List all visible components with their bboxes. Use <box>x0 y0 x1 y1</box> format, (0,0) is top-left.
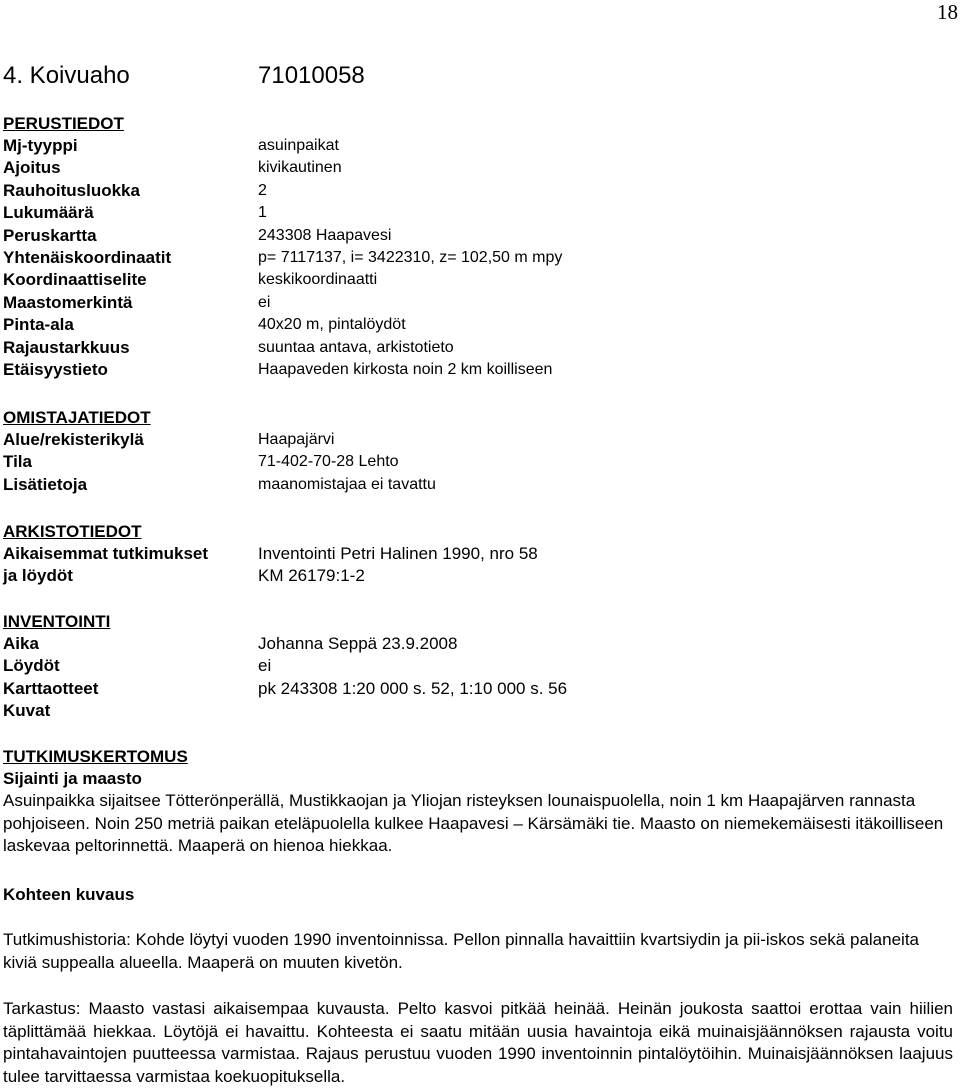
field-label: ja löydöt <box>3 566 73 586</box>
field-value: 71-402-70-28 Lehto <box>258 453 399 471</box>
tutkimuskertomus-section <box>3 746 953 858</box>
field-label: Aika <box>3 634 39 653</box>
field-value: pk 243308 1:20 000 s. 52, 1:10 000 s. 56 <box>258 678 568 698</box>
kuvaus-section <box>3 884 953 906</box>
field-label: Tila <box>3 452 32 472</box>
arkistotiedot-row <box>3 543 953 565</box>
field-value: Haapajärvi <box>258 431 335 448</box>
field-label: Karttaotteet <box>3 678 99 698</box>
inventointi-section <box>3 611 953 723</box>
field-value: Johanna Seppä 23.9.2008 <box>258 634 458 653</box>
arkistotiedot-heading: ARKISTOTIEDOT <box>3 522 142 541</box>
field-label: Rauhoitusluokka <box>3 180 140 200</box>
perustiedot-row <box>3 135 953 157</box>
omistajatiedot-row <box>3 451 953 473</box>
field-value: 1 <box>258 204 267 222</box>
tarkastus-block <box>3 998 953 1089</box>
perustiedot-row <box>3 359 953 381</box>
site-name: 4. Koivuaho <box>3 62 130 89</box>
tutkimushistoria-block <box>3 929 953 974</box>
perustiedot-section <box>3 113 953 381</box>
tutkimuskertomus-heading: TUTKIMUSKERTOMUS <box>3 747 188 766</box>
field-label: Aikaisemmat tutkimukset <box>3 544 209 563</box>
inventointi-row <box>3 633 953 655</box>
sijainti-paragraph: Asuinpaikka sijaitsee Tötterönperällä, Mustikkaojan ja Yliojan risteyksen lounaispuolella, noin 1 km Haapajärven rannasta pohjoiseen. Noin 250 metriä paikan eteläpuolella kulkee Haapavesi – Kärsämäki tie. Maasto on niemekemäisesti itäkoilliseen laskevaa peltorinnettä. Maaperä on hienoa hiekkaa. <box>3 791 944 856</box>
inventointi-row <box>3 678 953 700</box>
field-label: Ajoitus <box>3 158 61 178</box>
perustiedot-row <box>3 202 953 224</box>
omistajatiedot-section <box>3 407 953 496</box>
arkistotiedot-section <box>3 521 953 588</box>
field-value: Haapaveden kirkosta noin 2 km koilliseen <box>258 361 553 379</box>
omistajatiedot-row <box>3 474 953 496</box>
perustiedot-row <box>3 337 953 359</box>
omistajatiedot-heading: OMISTAJATIEDOT <box>3 408 151 427</box>
arkistotiedot-row <box>3 565 953 587</box>
field-label: Kuvat <box>3 701 51 721</box>
field-label: Lukumäärä <box>3 203 94 223</box>
perustiedot-row <box>3 157 953 179</box>
perustiedot-row <box>3 269 953 291</box>
perustiedot-row <box>3 314 953 336</box>
site-code: 71010058 <box>258 62 365 89</box>
field-value: suuntaa antava, arkistotieto <box>258 338 454 356</box>
field-value: keskikoordinaatti <box>258 271 378 289</box>
field-value: 40x20 m, pintalöydöt <box>258 316 406 334</box>
field-value: maanomistajaa ei tavattu <box>258 475 436 493</box>
inventointi-heading: INVENTOINTI <box>3 612 111 631</box>
site-title <box>3 62 365 90</box>
perustiedot-row <box>3 180 953 202</box>
omistajatiedot-row <box>3 429 953 451</box>
field-label: Rajaustarkkuus <box>3 337 130 357</box>
tarkastus-paragraph: Tarkastus: Maasto vastasi aikaisempaa kuvausta. Pelto kasvoi pitkää heinää. Heinän joukosta saattoi erottaa vain hiilien täplittämää hiekkaa. Löytöjä ei havaittu. Kohteesta ei saatu mitään uusia havaintoja eikä muinaisjäännöksen rajausta voitu pintahavaintojen puutteessa varmistaa. Rajaus perustuu vuoden 1990 inventoinnin pintalöytöihin. Muinaisjäännöksen laajuus tulee tarvittaessa varmistaa koekuopituksella. <box>3 999 953 1087</box>
perustiedot-row <box>3 225 953 247</box>
field-value: asuinpaikat <box>258 137 339 154</box>
field-value: ei <box>258 293 271 311</box>
field-value: kivikautinen <box>258 159 342 177</box>
kuvaus-heading: Kohteen kuvaus <box>3 885 135 904</box>
tutkimushistoria-paragraph: Tutkimushistoria: Kohde löytyi vuoden 1990 inventoinnissa. Pellon pinnalla havaittiin kvartsiydin ja pii-iskos sekä palaneita kiviä suppealla alueella. Maaperä on muuten kivetön. <box>3 930 919 972</box>
perustiedot-row <box>3 292 953 314</box>
field-value: Inventointi Petri Halinen 1990, nro 58 <box>258 544 538 563</box>
field-label: Etäisyystieto <box>3 360 108 380</box>
field-value: 243308 Haapavesi <box>258 226 392 244</box>
field-value: KM 26179:1-2 <box>258 566 365 586</box>
sijainti-heading: Sijainti ja maasto <box>3 769 142 788</box>
field-label: Peruskartta <box>3 225 97 245</box>
field-label: Yhtenäiskoordinaatit <box>3 248 172 268</box>
perustiedot-row <box>3 247 953 269</box>
field-label: Löydöt <box>3 656 60 676</box>
field-label: Alue/rekisterikylä <box>3 430 144 449</box>
inventointi-row <box>3 655 953 677</box>
inventointi-row <box>3 700 953 722</box>
perustiedot-heading: PERUSTIEDOT <box>3 114 124 133</box>
field-value: ei <box>258 656 272 676</box>
field-value: p= 7117137, i= 3422310, z= 102,50 m mpy <box>258 249 563 267</box>
page-number: 18 <box>937 0 958 24</box>
field-label: Koordinaattiselite <box>3 270 147 290</box>
field-value: 2 <box>258 181 267 199</box>
field-label: Lisätietoja <box>3 474 88 494</box>
field-label: Pinta-ala <box>3 315 74 335</box>
field-label: Maastomerkintä <box>3 292 133 312</box>
field-label: Mj-tyyppi <box>3 136 78 155</box>
